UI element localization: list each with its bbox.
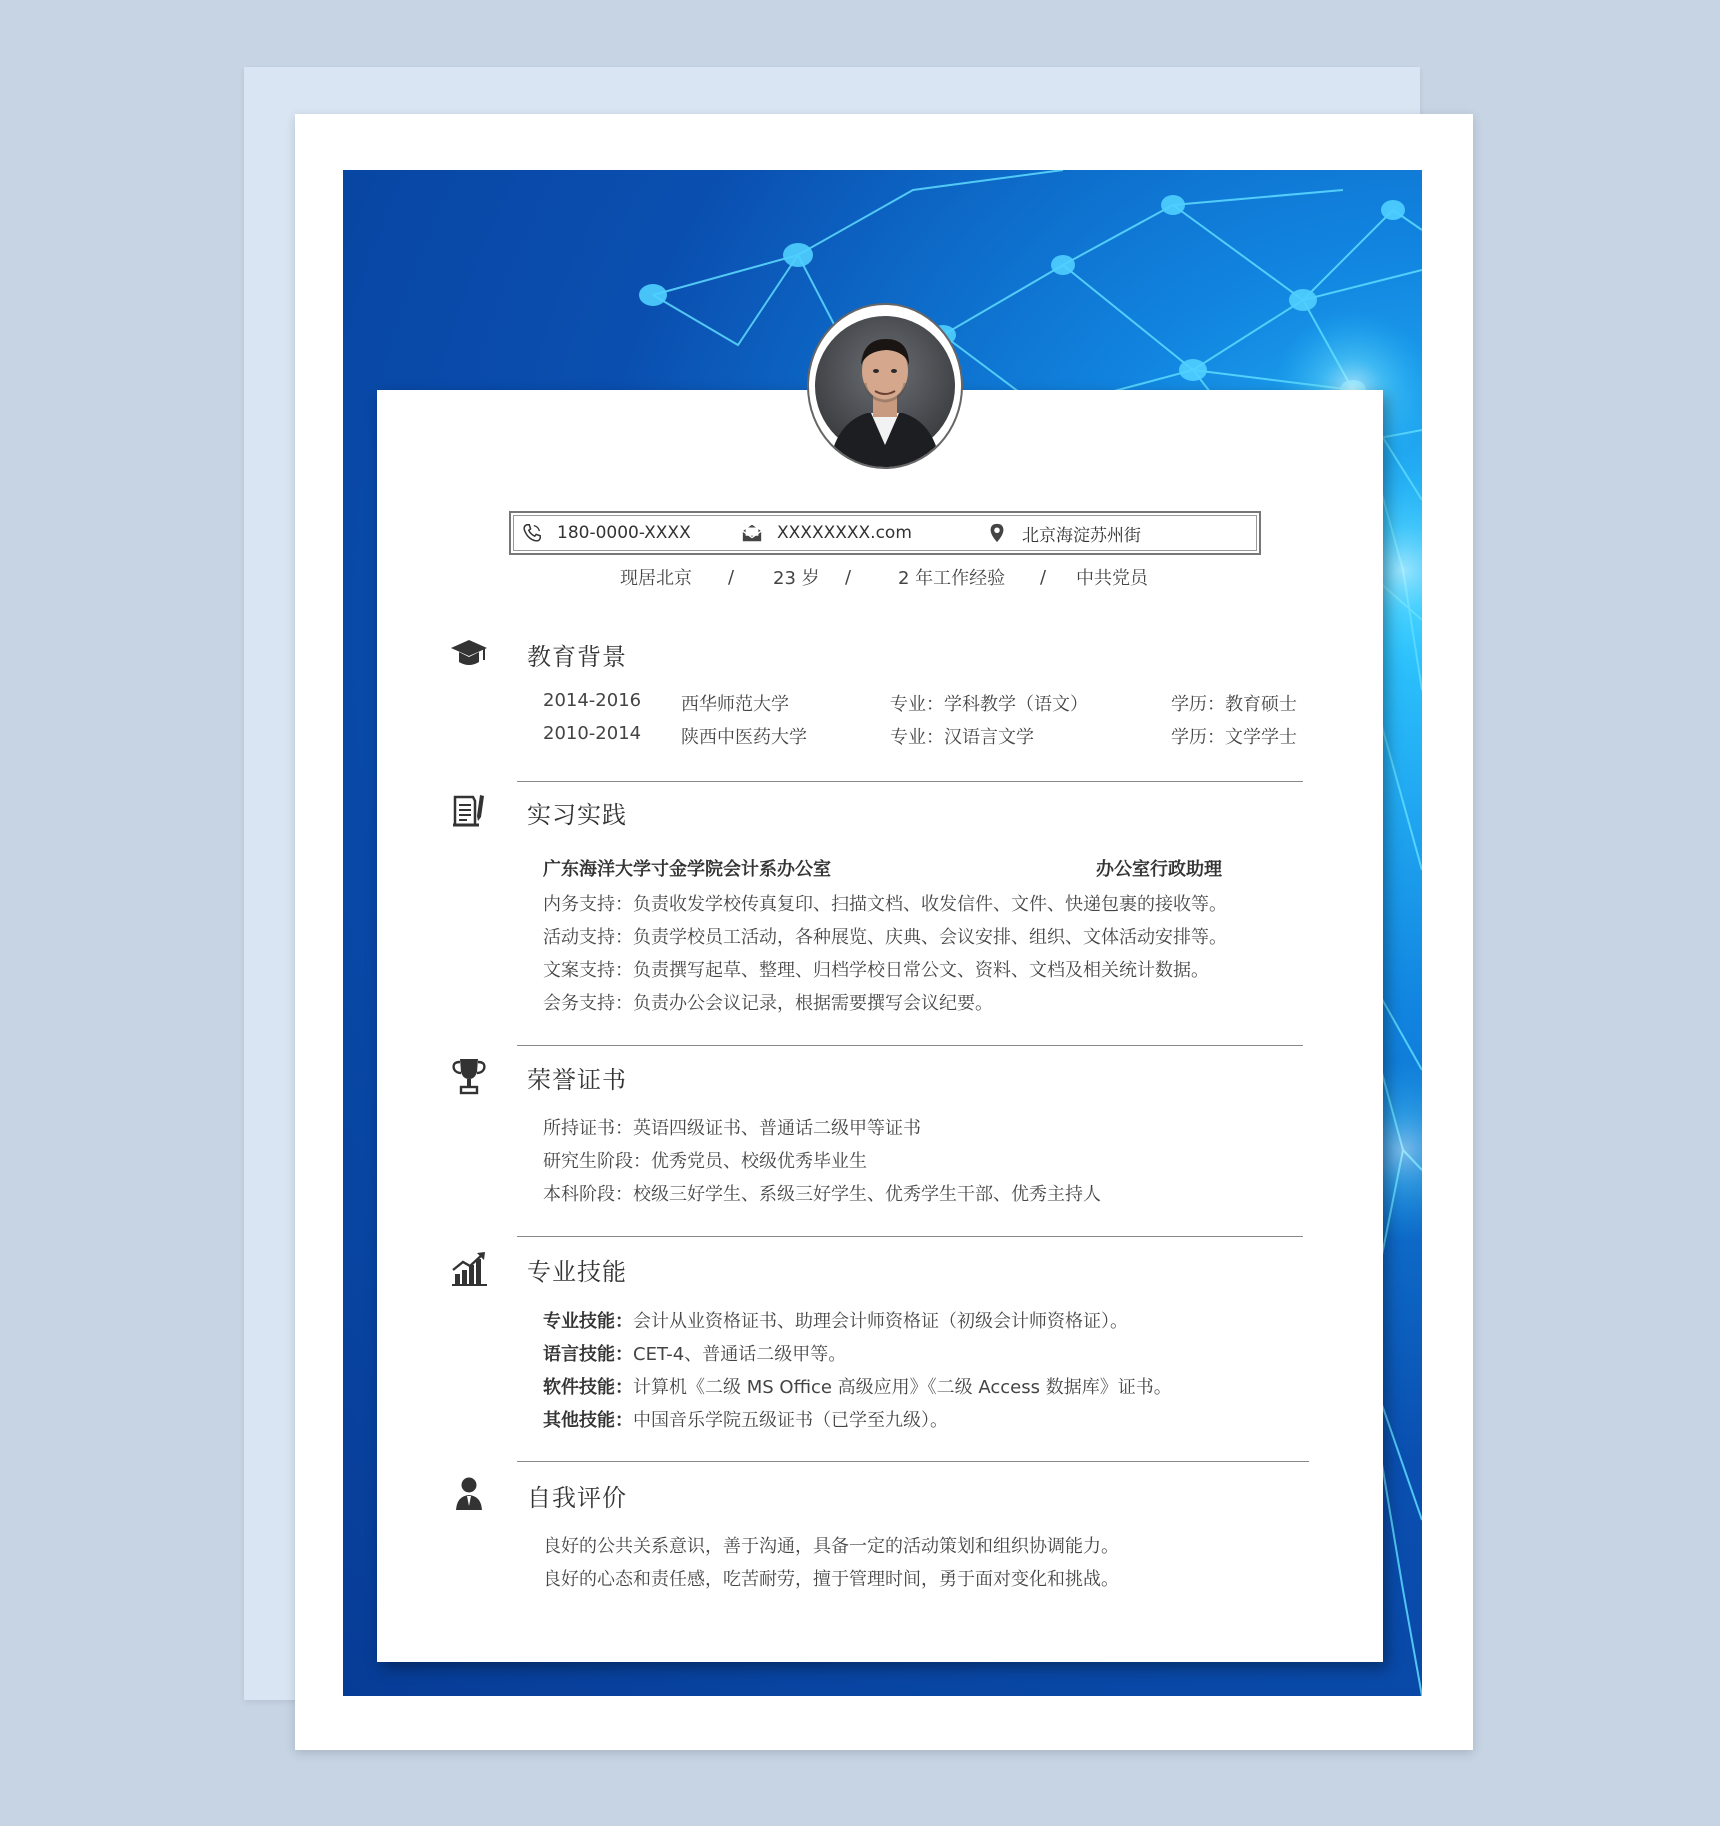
internship-item: 活动支持：负责学校员工活动，各种展览、庆典、会议安排、组织、文体活动安排等。 (543, 927, 1227, 948)
section-divider (517, 1045, 1303, 1046)
section-divider (517, 781, 1303, 782)
graduation-cap-icon (449, 634, 489, 674)
profile-photo (809, 305, 961, 467)
skill-text: CET-4、普通话二级甲等。 (633, 1344, 847, 1365)
edu-school: 西华师范大学 (681, 694, 789, 715)
resume-card (377, 390, 1383, 1662)
honor-item: 研究生阶段：优秀党员、校级优秀毕业生 (543, 1151, 867, 1172)
residence-text: 现居北京 (620, 568, 692, 589)
contact-email[interactable] (741, 513, 912, 553)
internship-item: 会务支持：负责办公会议记录，根据需要撰写会议纪要。 (543, 993, 993, 1014)
skill-label: 语言技能： (543, 1344, 633, 1365)
address-text: 北京海淀苏州街 (1022, 525, 1141, 546)
self-eval-item: 良好的心态和责任感，吃苦耐劳，擅于管理时间，勇于面对变化和挑战。 (543, 1569, 1119, 1590)
trophy-icon (449, 1056, 489, 1096)
growth-chart-icon (449, 1248, 489, 1288)
section-divider (517, 1461, 1309, 1462)
edu-years: 2010-2014 (543, 723, 642, 744)
honor-item: 本科阶段：校级三好学生、系级三好学生、优秀学生干部、优秀主持人 (543, 1184, 1101, 1205)
skill-label: 软件技能： (543, 1377, 633, 1398)
phone-text: 180-0000-XXXX (557, 523, 691, 543)
skill-item (543, 1406, 948, 1432)
self-eval-item: 良好的公共关系意识，善于沟通，具备一定的活动策划和组织协调能力。 (543, 1536, 1119, 1557)
politics-text: 中共党员 (1076, 568, 1148, 589)
internship-item: 内务支持：负责收发学校传真复印、扫描文档、收发信件、文件、快递包裹的接收等。 (543, 894, 1227, 915)
internship-item: 文案支持：负责撰写起草、整理、归档学校日常公文、资料、文档及相关统计数据。 (543, 960, 1209, 981)
skill-text: 中国音乐学院五级证书（已学至九级）。 (633, 1410, 948, 1431)
internship-role: 办公室行政助理 (1096, 859, 1222, 880)
section-divider (517, 1236, 1303, 1237)
skill-label: 其他技能： (543, 1410, 633, 1431)
document-pen-icon (449, 791, 489, 831)
contact-phone[interactable] (521, 513, 691, 553)
separator: / (845, 566, 852, 588)
education-title: 教育背景 (527, 643, 627, 671)
separator: / (728, 566, 735, 588)
edu-major: 专业：汉语言文学 (890, 727, 1034, 748)
edu-major: 专业：学科教学（语文） (890, 694, 1088, 715)
age-text: 23 岁 (773, 568, 820, 589)
edu-school: 陕西中医药大学 (681, 727, 807, 748)
edu-degree: 学历：教育硕士 (1171, 694, 1297, 715)
skill-item (543, 1307, 1128, 1333)
honor-item: 所持证书：英语四级证书、普通话二级甲等证书 (543, 1118, 921, 1139)
email-text: XXXXXXXX.com (777, 523, 912, 543)
experience-text: 2 年工作经验 (898, 568, 1006, 589)
skill-text: 计算机《二级 MS Office 高级应用》《二级 Access 数据库》证书。 (633, 1377, 1172, 1398)
location-pin-icon (986, 522, 1008, 544)
contact-address[interactable] (986, 513, 1141, 553)
contact-bar (509, 511, 1261, 555)
skill-text: 会计从业资格证书、助理会计师资格证（初级会计师资格证）。 (633, 1311, 1128, 1332)
internship-org: 广东海洋大学寸金学院会计系办公室 (543, 859, 831, 880)
honors-title: 荣誉证书 (527, 1066, 627, 1094)
self-eval-title: 自我评价 (527, 1484, 627, 1512)
skill-item (543, 1340, 846, 1366)
skills-title: 专业技能 (527, 1258, 627, 1286)
skill-label: 专业技能： (543, 1311, 633, 1332)
edu-years: 2014-2016 (543, 690, 642, 711)
person-portrait-image (809, 305, 961, 467)
skill-item (543, 1373, 1172, 1399)
separator: / (1040, 566, 1047, 588)
envelope-icon (741, 522, 763, 544)
edu-degree: 学历：文学学士 (1171, 727, 1297, 748)
person-icon (449, 1474, 489, 1514)
phone-icon (521, 522, 543, 544)
internship-title: 实习实践 (527, 801, 627, 829)
